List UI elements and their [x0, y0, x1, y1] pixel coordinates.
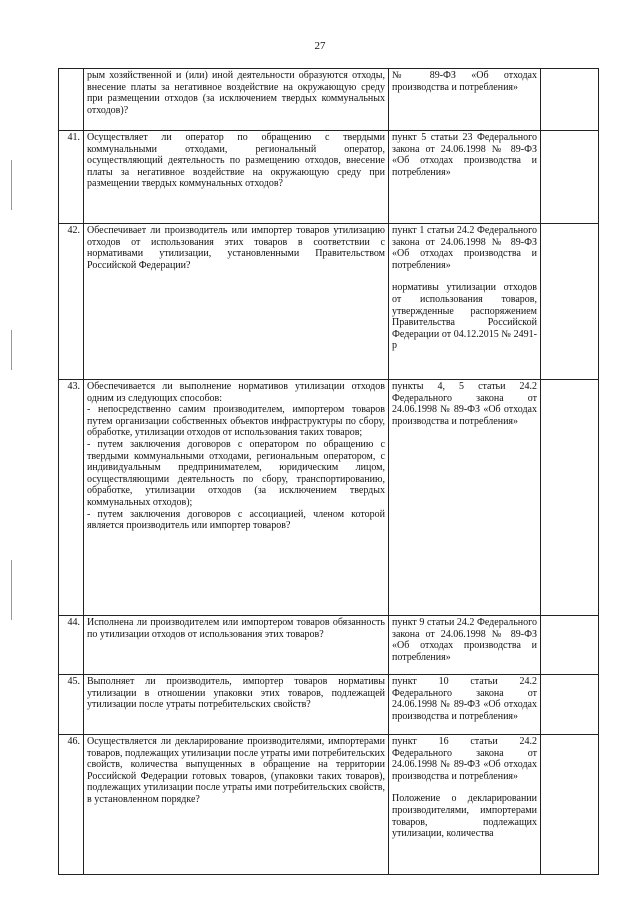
answer-cell	[541, 616, 599, 675]
legal-basis-text: пункты 4, 5 статьи 24.2 Федерального закона от 24.06.1998 № 89-ФЗ «Об отходах производства и потребления»	[392, 381, 537, 427]
scan-margin-line	[11, 330, 12, 370]
legal-basis-text: пункт 5 статьи 23 Федерального закона от 24.06.1998 № 89-ФЗ «Об отходах производства и потребления»	[392, 132, 537, 178]
legal-basis-cell	[389, 675, 541, 735]
row-number: 44.	[59, 616, 84, 675]
page-number: 27	[314, 40, 326, 52]
row-number: 43.	[59, 380, 84, 616]
answer-cell	[541, 735, 599, 875]
legal-basis-cell	[389, 131, 541, 224]
question-cell: Исполнена ли производителем или импортером товаров обязанность по утилизации отходов от использования этих товаров?	[84, 616, 389, 675]
legal-basis-cell	[389, 224, 541, 380]
legal-basis-text: № 89-ФЗ «Об отходах производства и потребления»	[392, 70, 537, 93]
legal-basis-cell	[389, 616, 541, 675]
answer-cell	[541, 675, 599, 735]
legal-basis-cell	[389, 69, 541, 131]
question-cell: Выполняет ли производитель, импортер товаров нормативы утилизации в отношении упаковки этих товаров, подлежащей утилизации после утраты потребительских свойств?	[84, 675, 389, 735]
question-cell: рым хозяйственной и (или) иной деятельности образуются отходы, внесение платы за негативное воздействие на окружающую среду при размещении отходов (за исключением твердых коммунальных отходов)?	[84, 69, 389, 131]
table-row	[59, 131, 599, 224]
legal-basis-text: пункт 16 статьи 24.2 Федерального закона от 24.06.1998 № 89-ФЗ «Об отходах производства и потребления»	[392, 736, 537, 782]
legal-basis-text: пункт 9 статьи 24.2 Федерального закона от 24.06.1998 № 89-ФЗ «Об отходах производства и потребления»	[392, 617, 537, 663]
table-row	[59, 675, 599, 735]
table-row	[59, 69, 599, 131]
table-row	[59, 735, 599, 875]
row-number: 42.	[59, 224, 84, 380]
answer-cell	[541, 69, 599, 131]
table-row	[59, 380, 599, 616]
legal-basis-cell	[389, 380, 541, 616]
question-cell: Обеспечивается ли выполнение нормативов утилизации отходов одним из следующих способов: - непосредственно самим производителем, импортером товаров путем организации собственных объектов инфраструктуры по сбору, обработке, утилизации отходов от использования таких товаров; - путем заключения договоров с оператором по обращению с твердыми коммунальными отходами, региональным оператором, с индивидуальным предпринимателем, юридическим лицом, осуществляющими деятельность по сбору, транспортированию, обработке, утилизации отходов (за исключением твердых коммунальных отходов); - путем заключения договоров с ассоциацией, членом которой является производитель или импортер товаров?	[84, 380, 389, 616]
row-number: 46.	[59, 735, 84, 875]
scan-margin-line	[11, 560, 12, 620]
answer-cell	[541, 224, 599, 380]
question-cell: Обеспечивает ли производитель или импортер товаров утилизацию отходов от использования этих товаров в соответствии с нормативами утилизации, установленными Правительством Российской Федерации?	[84, 224, 389, 380]
legal-basis-cell	[389, 735, 541, 875]
legal-basis-text: пункт 10 статьи 24.2 Федерального закона от 24.06.1998 № 89-ФЗ «Об отходах производства и потребления»	[392, 676, 537, 722]
answer-cell	[541, 131, 599, 224]
row-number: 41.	[59, 131, 84, 224]
question-cell: Осуществляется ли декларирование производителями, импортерами товаров, подлежащих утилизации после утраты ими потребительских свойств, количества выпущенных в обращение на территории Российской Федерации готовых товаров, (упаковки таких товаров), подлежащих утилизации после утраты ими потребительских свойств, в установленном порядке?	[84, 735, 389, 875]
row-number: 45.	[59, 675, 84, 735]
table-row	[59, 224, 599, 380]
row-number	[59, 69, 84, 131]
legal-basis-text: нормативы утилизации отходов от использования товаров, утвержденные распоряжением Правительства Российской Федерации от 04.12.2015 № 2491-р	[392, 282, 537, 352]
answer-cell	[541, 380, 599, 616]
legal-basis-text: Положение о декларировании производителями, импортерами товаров, подлежащих утилизации, количества	[392, 793, 537, 840]
table-row	[59, 616, 599, 675]
question-cell: Осуществляет ли оператор по обращению с твердыми коммунальными отходами, региональный оператор, осуществляющий деятельность по размещению отходов, внесение платы за негативное воздействие на окружающую среду при размещении твердых коммунальных отходов?	[84, 131, 389, 224]
requirements-table	[58, 68, 599, 875]
legal-basis-text: пункт 1 статьи 24.2 Федерального закона от 24.06.1998 № 89-ФЗ «Об отходах производства и потребления»	[392, 225, 537, 271]
scan-margin-line	[11, 160, 12, 210]
